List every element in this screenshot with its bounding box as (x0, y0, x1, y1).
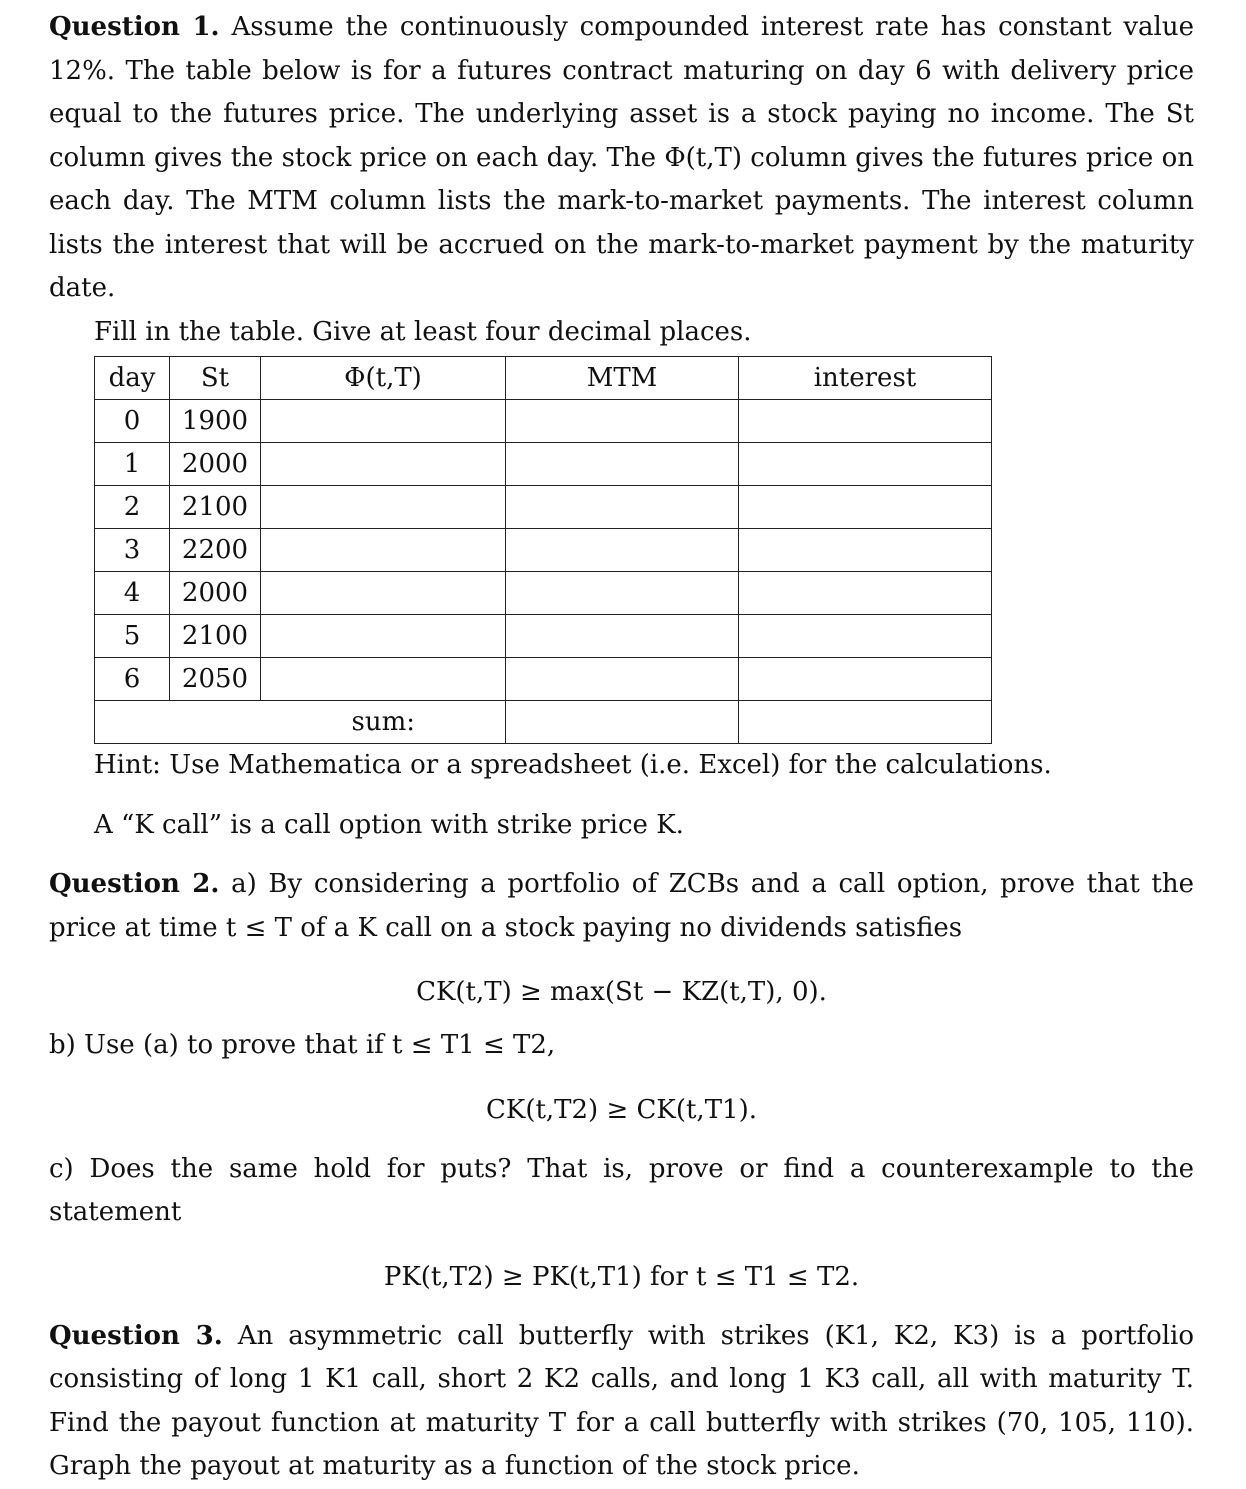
table-row (95, 486, 992, 529)
question-1-instruction: Fill in the table. Give at least four decimal places. (94, 316, 752, 347)
cell-day: 3 (95, 529, 170, 572)
header-mtm: MTM (506, 357, 739, 400)
table-header-row (95, 357, 992, 400)
cell-futures-price[interactable] (261, 400, 506, 443)
cell-futures-price[interactable] (261, 615, 506, 658)
cell-st: 2100 (170, 615, 261, 658)
cell-mtm[interactable] (506, 572, 739, 615)
question-3-label: Question 3. (49, 1320, 223, 1351)
table-row (95, 615, 992, 658)
cell-day: 2 (95, 486, 170, 529)
cell-day: 1 (95, 443, 170, 486)
cell-futures-price[interactable] (261, 529, 506, 572)
futures-table (94, 356, 992, 744)
sum-label: sum: (95, 701, 506, 744)
cell-interest[interactable] (739, 486, 992, 529)
cell-st: 2200 (170, 529, 261, 572)
cell-mtm[interactable] (506, 400, 739, 443)
question-2-label: Question 2. (49, 869, 220, 899)
cell-futures-price[interactable] (261, 443, 506, 486)
cell-interest[interactable] (739, 443, 992, 486)
cell-mtm[interactable] (506, 486, 739, 529)
cell-futures-price[interactable] (261, 658, 506, 701)
cell-mtm[interactable] (506, 443, 739, 486)
cell-mtm[interactable] (506, 615, 739, 658)
cell-day: 6 (95, 658, 170, 701)
question-1-text (49, 6, 1194, 311)
cell-st: 2000 (170, 443, 261, 486)
cell-mtm[interactable] (506, 658, 739, 701)
cell-futures-price[interactable] (261, 486, 506, 529)
table-row (95, 572, 992, 615)
cell-day: 0 (95, 400, 170, 443)
header-futures-price: Φ(t,T) (261, 357, 506, 400)
k-call-definition: A “K call” is a call option with strike price K. (94, 809, 684, 840)
cell-mtm-sum[interactable] (506, 701, 739, 744)
cell-interest[interactable] (739, 529, 992, 572)
header-st: St (170, 357, 261, 400)
cell-interest[interactable] (739, 572, 992, 615)
table-row (95, 658, 992, 701)
cell-st: 1900 (170, 400, 261, 443)
question-2c-text: c) Does the same hold for puts? That is, prove or find a counterexample to the statement (49, 1153, 1194, 1227)
cell-interest[interactable] (739, 658, 992, 701)
cell-interest[interactable] (739, 400, 992, 443)
cell-futures-price[interactable] (261, 572, 506, 615)
document-page (49, 6, 1194, 1489)
question-3-text (49, 1315, 1194, 1489)
question-2b-formula: CK(t,T2) ≥ CK(t,T1). (486, 1094, 757, 1125)
cell-interest[interactable] (739, 615, 992, 658)
cell-day: 5 (95, 615, 170, 658)
question-1-label: Question 1. (49, 12, 220, 42)
question-2b-text: b) Use (a) to prove that if t ≤ T1 ≤ T2, (49, 1030, 556, 1060)
cell-mtm[interactable] (506, 529, 739, 572)
table-row (95, 400, 992, 443)
table-sum-row (95, 701, 992, 744)
question-1-hint: Hint: Use Mathematica or a spreadsheet (i.e. Excel) for the calculations. (94, 750, 1052, 780)
cell-st: 2050 (170, 658, 261, 701)
header-day: day (95, 357, 170, 400)
cell-st: 2000 (170, 572, 261, 615)
cell-interest-sum[interactable] (739, 701, 992, 744)
question-2a-formula: CK(t,T) ≥ max(St − KZ(t,T), 0). (416, 977, 827, 1007)
table-row (95, 529, 992, 572)
header-interest: interest (739, 357, 992, 400)
cell-day: 4 (95, 572, 170, 615)
question-3-body: An asymmetric call butterfly with strikes (K1, K2, K3) is a portfolio consisting of long 1 K1 call, short 2 K2 calls, and long 1 K3 call, all with maturity T. Find the payout function at maturity T for a call butterfly with strikes (70, 105, 110). Graph the payout at maturity as a function of the stock price. (49, 1320, 1195, 1481)
table-row (95, 443, 992, 486)
question-2c-formula: PK(t,T2) ≥ PK(t,T1) for t ≤ T1 ≤ T2. (383, 1261, 860, 1292)
question-2a-text (49, 863, 1194, 950)
question-2a-body: a) By considering a portfolio of ZCBs and a call option, prove that the price at time t ≤ T of a K call on a stock paying no dividends satisfies (49, 869, 1195, 943)
cell-st: 2100 (170, 486, 261, 529)
question-1-body: Assume the continuously compounded interest rate has constant value 12%. The table below is for a futures contract maturing on day 6 with delivery price equal to the futures price. The underlying asset is a stock paying no income. The St column gives the stock price on each day. The Φ(t,T) column gives the futures price on each day. The MTM column lists the mark-to-market payments. The interest column lists the interest that will be accrued on the mark-to-market payment by the maturity date. (49, 12, 1195, 303)
